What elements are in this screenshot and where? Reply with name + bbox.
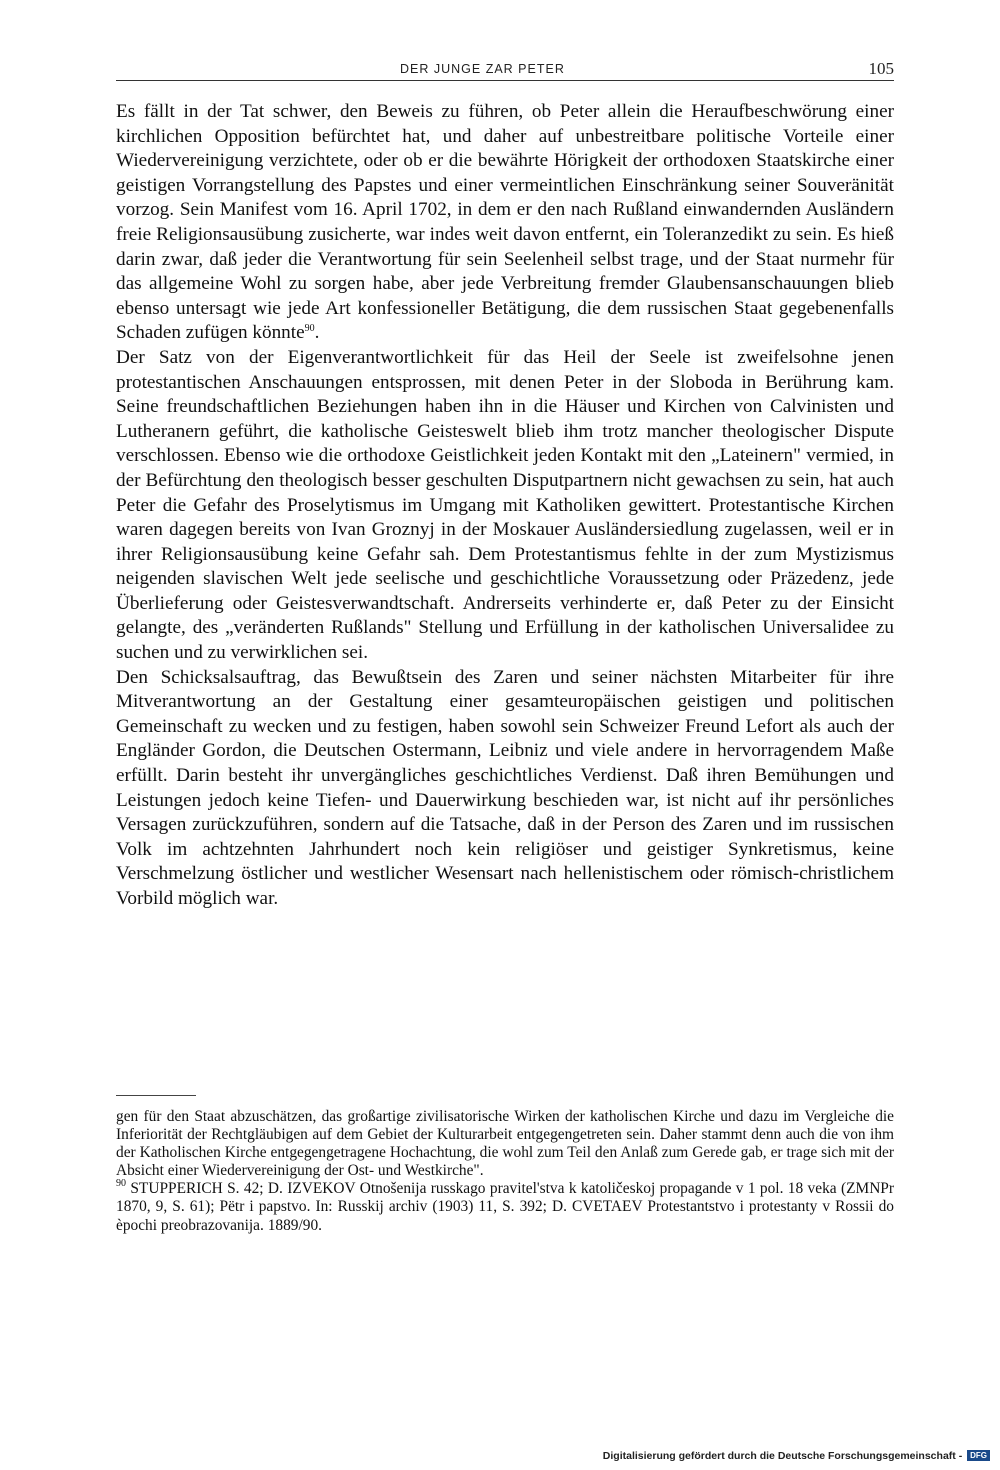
header-rule [116,80,894,81]
footnote-ref-90[interactable]: 90 [304,323,315,335]
paragraph-2: Der Satz von der Eigenverantwortlichkeit für das Heil der Seele ist zweifelsohne jenen protestantischen Anschauungen entsprossen, mit denen Peter in der Sloboda in Berührung kam. Seine freundschaftlichen Beziehungen haben ihn in die Häuser und Kirchen von Calvinisten und Lutheranern geführt, die katholische Geisteswelt blieb ihm trotz mancher theologischer Dispute verschlossen. Ebenso wie die orthodoxe Geistlichkeit jeden Kontakt mit den „Lateinern" vermied, in der Befürchtung den theologisch besser geschulten Disputpartnern nicht gewachsen zu sein, hat auch Peter die Gefahr des Proselytismus im Umgang mit Katholiken gewittert. Protestantische Kirchen waren dagegen bereits von Ivan Groznyj in der Moskauer Ausländersiedlung zugelassen, weil er in ihrer Religionsausübung keine Gefahr sah. Dem Protestantismus fehlte in der zum Mystizismus neigenden slavischen Welt jede seelische und geschichtliche Voraussetzung oder Präzedenz, jede Überlieferung oder Geistesverwandtschaft. Andrerseits verhinderte er, daß Peter zu der Einsicht gelangte, des „veränderten Rußlands" Stellung und Erfüllung in der katholischen Universalidee zu suchen und zu verwirklichen sei. [116,346,894,664]
dfg-logo: DFG [967,1450,990,1461]
paragraph-1-end: . [314,322,320,344]
footnotes [116,1108,894,1235]
paragraph-1-text: Es fällt in der Tat schwer, den Beweis zu führen, ob Peter allein die Heraufbeschwörung einer kirchlichen Opposition befürchtet hat, und daher auf unbestreitbare politische Vorteile einer Wiedervereinigung verzichtete, oder ob er die bewährte Hörigkeit der orthodoxen Staatskirche einer geistigen Vorrangstellung des Papstes und einer vermeintlichen Einschränkung seiner Souveränität vorzog. Sein Manifest vom 16. April 1702, in dem er den nach Rußland einwandernden Ausländern freie Religionsausübung zusicherte, war indes weit davon entfernt, ein Toleranzedikt zu sein. Es hieß darin zwar, daß jeder die Verantwortung für sein Seelenheil selbst trage, und der Staat nurmehr für das allgemeine Wohl zu sorgen habe, aber jede Verbreitung fremder Glaubensanschauungen blieb ebenso untersagt wie jede Art konfessioneller Betätigung, die dem russischen Staat gegebenenfalls Schaden zufügen könnte [116,101,894,344]
paragraph-3: Den Schicksalsauftrag, das Bewußtsein des Zaren und seiner nächsten Mitarbeiter für ihre Mitverantwortung an der Gestaltung einer gesamteuropäischen geistigen und politischen Gemeinschaft zu wecken und zu festigen, haben sowohl sein Schweizer Freund Lefort als auch der Engländer Gordon, die Deutschen Ostermann, Leibniz und viele andere in hervorragendem Maße erfüllt. Darin besteht ihr unvergängliches geschichtliches Verdienst. Daß ihren Bemühungen und Leistungen jedoch keine Tiefen- und Dauerwirkung beschieden war, ist nicht auf ihr persönliches Versagen zurückzuführen, sondern auf die Tatsache, daß in der Person des Zaren und im russischen Volk im achtzehnten Jahrhundert noch kein religiöser und geistiger Synkretismus, keine Verschmelzung östlicher und westlicher Wesensart nach hellenistischem oder römisch-christlichem Vorbild möglich war. [116,666,894,909]
main-text [116,100,894,912]
footnote-90 [116,1180,894,1234]
footnote-continued: gen für den Staat abzuschätzen, das großartige zivilisatorische Wirken der katholischen Kirche und dazu im Vergleiche die Inferiorität der Rechtgläubigen auf dem Gebiet der Kulturarbeit entgegengetreten sein. Daher stammt denn auch die von ihm der Katholischen Kirche entgegengetragene Hochachtung, die wohl zum Teil den Anlaß zum Gerede gab, er trage sich mit der Absicht einer Wiedervereinigung der Ost- und Westkirche". [116,1108,894,1180]
running-title: DER JUNGE ZAR PETER [400,62,565,76]
paragraph-1 [116,100,894,346]
credit-text: Digitalisierung gefördert durch die Deutsche Forschungsgemeinschaft - [602,1450,963,1462]
footnote-divider [116,1095,196,1096]
page-number: 105 [868,59,894,78]
running-head [116,59,894,84]
footnote-90-text: STUPPERICH S. 42; D. IZVEKOV Otnošenija russkago pravitel'stva k katoličeskoj propagande v 1 pol. 18 veka (ZMNPr 1870, 9, S. 61); Pëtr i papstvo. In: Russkij archiv (1903) 11, S. 392; D. CVETAEV Protestantstvo i protestanty v Rossii do èpochi preobrazovanija. 1889/90. [116,1180,894,1234]
footnote-90-marker: 90 [116,1178,126,1190]
digitization-credit [603,1450,990,1462]
